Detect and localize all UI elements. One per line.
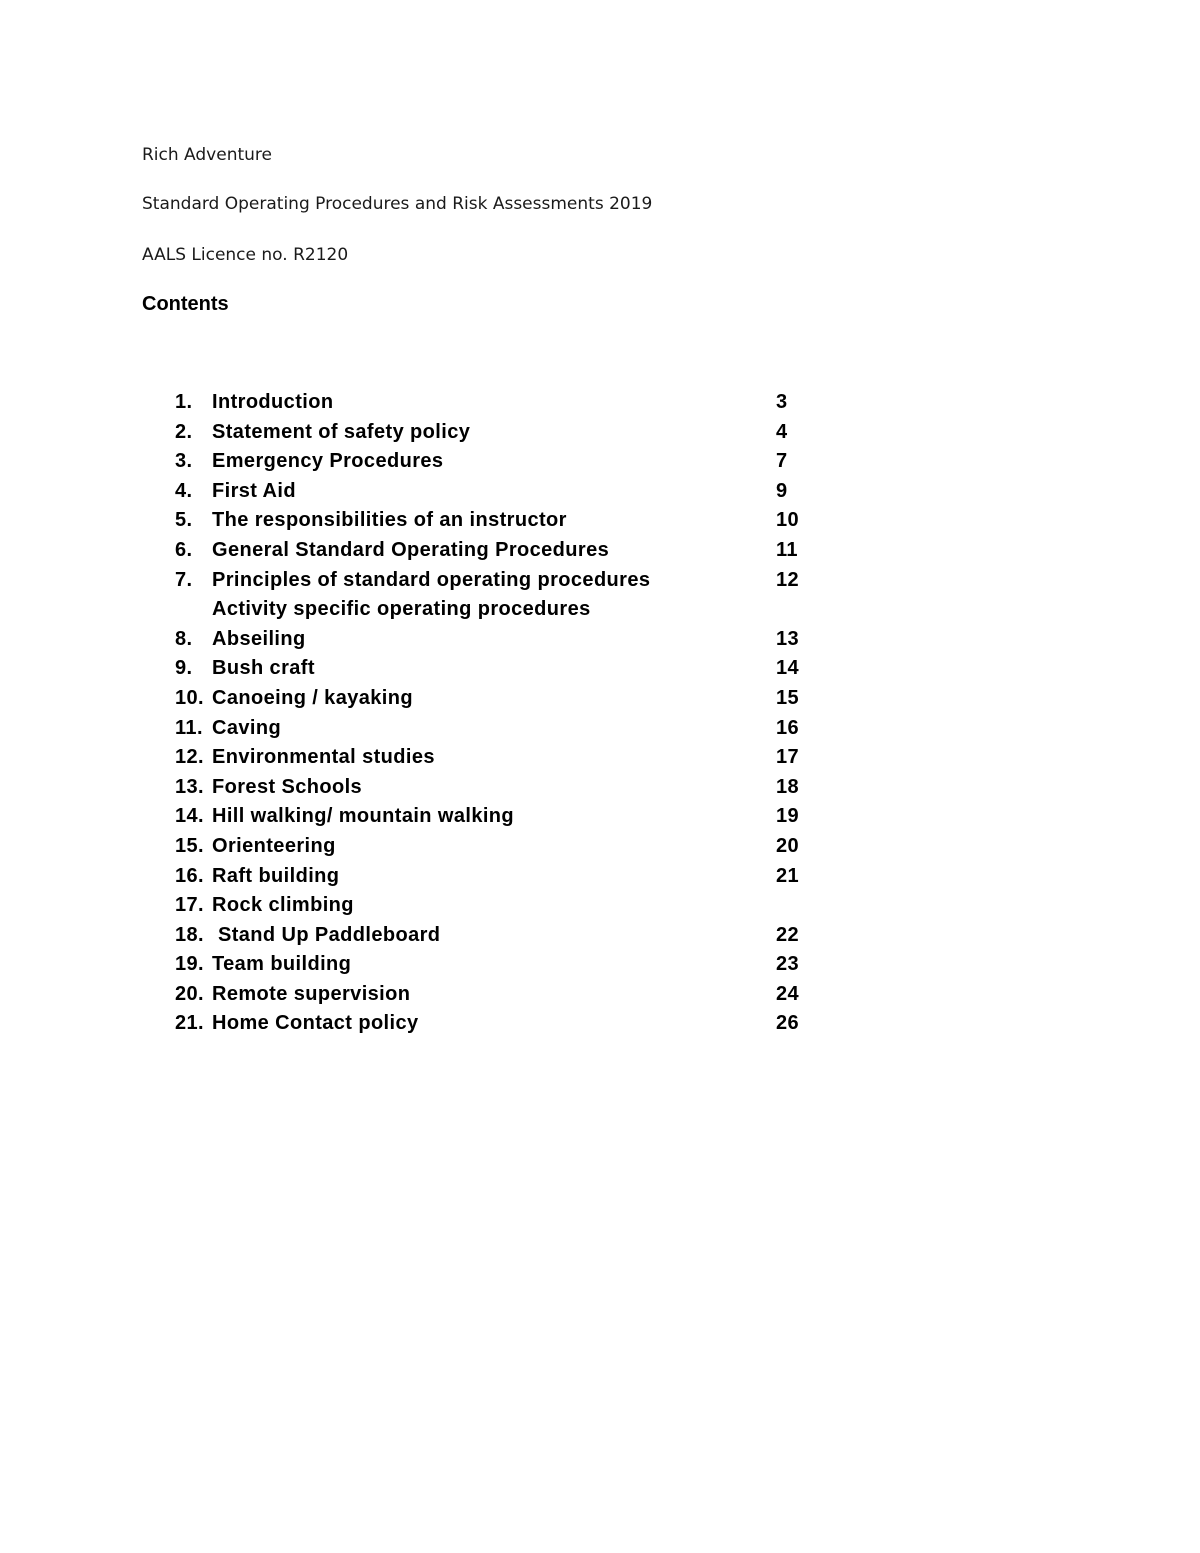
toc-entry-number: 9. — [175, 657, 193, 680]
toc-entry-number: 16. — [175, 864, 205, 887]
toc-entry — [175, 980, 815, 1010]
toc-entry-title: Introduction — [212, 391, 334, 413]
toc-entry-page-number: 3 — [776, 391, 788, 413]
toc-entry-number: 11. — [175, 716, 203, 739]
toc-entry-title: Remote supervision — [212, 982, 411, 1005]
toc-entry-title: Environmental studies — [212, 746, 435, 769]
toc-entry — [175, 802, 815, 832]
toc-entry-number: 17. — [175, 894, 205, 917]
toc-entry — [175, 773, 815, 803]
toc-entry-page-number: 23 — [776, 953, 800, 976]
toc-entry-number: 1. — [175, 391, 193, 413]
toc-entry-page-number: 26 — [776, 1012, 800, 1035]
toc-entry — [175, 921, 815, 951]
toc-entry-title: Bush craft — [212, 657, 315, 680]
toc-entry-number: 21. — [175, 1012, 205, 1035]
toc-entry-number: 12. — [175, 746, 205, 769]
toc-entry-number: 18. — [175, 923, 205, 946]
toc-entry-title: Stand Up Paddleboard — [212, 923, 441, 946]
toc-entry-number: 20. — [175, 982, 205, 1005]
toc-entry-title: Activity specific operating procedures — [212, 598, 591, 621]
toc-entry-title: Abseiling — [212, 627, 306, 650]
toc-entry-number: 15. — [175, 834, 205, 857]
toc-entry-page-number: 9 — [776, 479, 788, 502]
toc-entry — [175, 891, 815, 921]
toc-entry — [175, 536, 815, 566]
toc-entry-title: Orienteering — [212, 834, 336, 857]
organisation-name: Rich Adventure — [142, 145, 272, 165]
toc-entry-page-number: 15 — [776, 686, 800, 709]
toc-entry — [175, 477, 815, 507]
toc-entry-page-number: 13 — [776, 627, 800, 650]
toc-entry-page-number: 22 — [776, 923, 800, 946]
toc-entry — [175, 506, 815, 536]
toc-entry-number: 19. — [175, 953, 205, 976]
toc-entry-title: Raft building — [212, 864, 340, 887]
toc-entry-number: 4. — [175, 479, 193, 502]
document-title: Standard Operating Procedures and Risk Assessments 2019 — [142, 194, 653, 214]
toc-entry-page-number: 21 — [776, 864, 800, 887]
toc-entry-page-number: 4 — [776, 420, 788, 443]
toc-entry-number: 8. — [175, 627, 193, 650]
toc-entry-title: Rock climbing — [212, 894, 354, 917]
toc-entry-number: 13. — [175, 775, 205, 798]
licence-number: AALS Licence no. R2120 — [142, 245, 349, 265]
toc-entry — [175, 566, 815, 596]
toc-entry-title: Hill walking/ mountain walking — [212, 805, 515, 828]
toc-entry — [175, 862, 815, 892]
toc-entry-title: Canoeing / kayaking — [212, 686, 413, 709]
toc-entry-number: 3. — [175, 450, 193, 473]
toc-entry-page-number: 20 — [776, 834, 800, 857]
toc-entry-title: The responsibilities of an instructor — [212, 509, 567, 532]
toc-entry — [175, 832, 815, 862]
toc-entry — [175, 743, 815, 773]
toc-entry — [175, 418, 815, 448]
toc-entry-title: General Standard Operating Procedures — [212, 538, 610, 561]
toc-entry-page-number: 16 — [776, 716, 800, 739]
toc-entry — [175, 1009, 815, 1039]
toc-entry — [175, 684, 815, 714]
toc-entry-number: 14. — [175, 805, 205, 828]
toc-entry — [175, 714, 815, 744]
toc-entry — [175, 950, 815, 980]
table-of-contents — [175, 388, 815, 1039]
toc-entry-page-number: 17 — [776, 746, 800, 769]
toc-entry-title: Home Contact policy — [212, 1012, 419, 1035]
toc-entry — [175, 388, 815, 418]
toc-entry-page-number: 12 — [776, 568, 800, 591]
toc-entry-title: Team building — [212, 953, 352, 976]
toc-entry-page-number: 18 — [776, 775, 800, 798]
toc-entry-title: Emergency Procedures — [212, 450, 444, 473]
toc-entry-title: First Aid — [212, 479, 296, 502]
toc-entry — [175, 595, 815, 625]
toc-entry-title: Caving — [212, 716, 282, 739]
toc-entry-number: 6. — [175, 538, 193, 561]
toc-entry-title: Principles of standard operating procedures — [212, 568, 651, 591]
toc-entry-page-number: 11 — [776, 538, 798, 561]
toc-entry-title: Statement of safety policy — [212, 420, 471, 443]
toc-entry-number: 7. — [175, 568, 193, 591]
toc-entry — [175, 654, 815, 684]
toc-entry-page-number: 7 — [776, 450, 788, 473]
toc-entry-title: Forest Schools — [212, 775, 363, 798]
toc-entry-number: 5. — [175, 509, 193, 532]
toc-entry-number: 10. — [175, 686, 205, 709]
toc-entry-number: 2. — [175, 420, 193, 443]
contents-heading: Contents — [142, 293, 229, 315]
toc-entry — [175, 447, 815, 477]
toc-entry-page-number: 14 — [776, 657, 800, 680]
toc-entry-page-number: 19 — [776, 805, 800, 828]
toc-entry-page-number: 10 — [776, 509, 800, 532]
toc-entry-page-number: 24 — [776, 982, 800, 1005]
toc-entry — [175, 625, 815, 655]
